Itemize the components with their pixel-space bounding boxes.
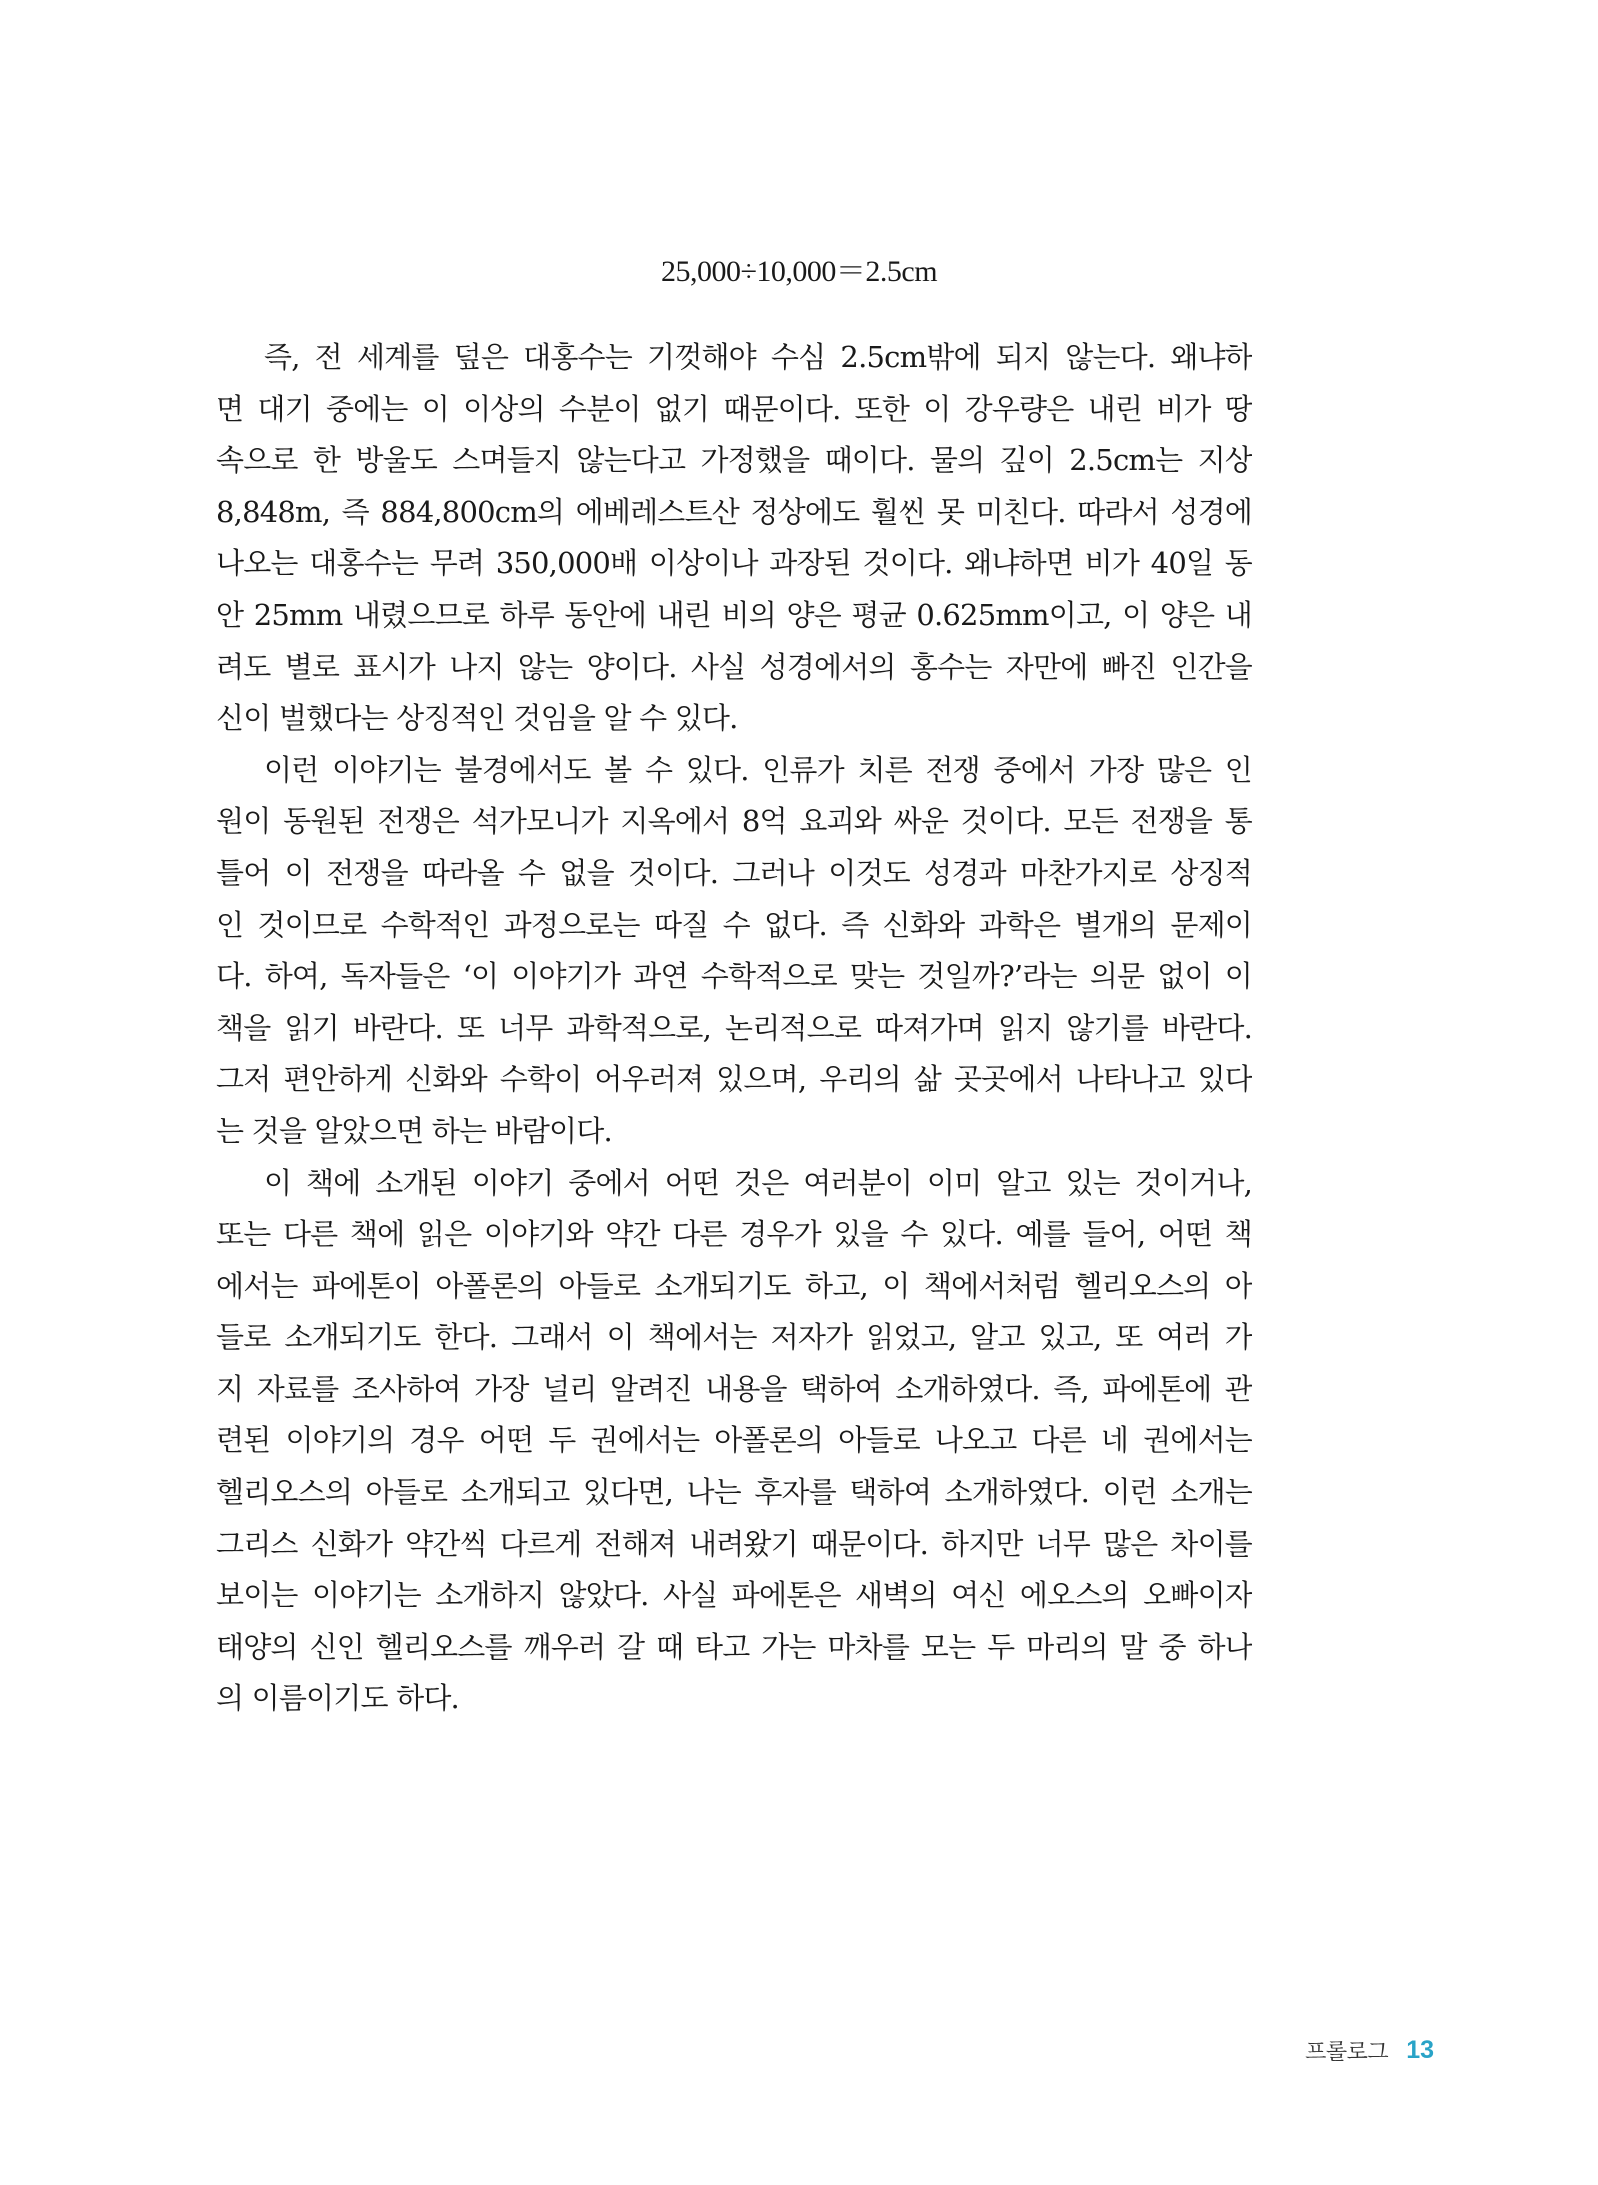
paragraph-2-line-1: 이런 이야기는 불경에서도 볼 수 있다. 인류가 치른 전쟁 중에서 가장 많은 인: [264, 752, 1252, 787]
paragraph-3-line-1: 이 책에 소개된 이야기 중에서 어떤 것은 여러분이 이미 알고 있는 것이거나,: [264, 1165, 1252, 1200]
paragraph-3-line-4: 들로 소개되기도 한다. 그래서 이 책에서는 저자가 읽었고, 알고 있고, 또 여러 가: [216, 1320, 1252, 1355]
paragraph-3-line-6: 련된 이야기의 경우 어떤 두 권에서는 아폴론의 아들로 나오고 다른 네 권에서는: [216, 1423, 1252, 1458]
body-text: [216, 332, 1252, 1725]
paragraph-3-line-8: 그리스 신화가 약간씩 다르게 전해져 내려왔기 때문이다. 하지만 너무 많은 차이를: [216, 1526, 1252, 1561]
paragraph-3-line-9: 보이는 이야기는 소개하지 않았다. 사실 파에톤은 새벽의 여신 에오스의 오빠이자: [216, 1578, 1252, 1613]
paragraph-2-line-5: 다. 하여, 독자들은 ‘이 이야기가 과연 수학적으로 맞는 것일까?’라는 의문 없이 이: [216, 959, 1252, 994]
paragraph-1-line-3: 속으로 한 방울도 스며들지 않는다고 가정했을 때이다. 물의 깊이 2.5cm는 지상: [216, 443, 1252, 478]
paragraph-2-line-8: 는 것을 알았으면 하는 바람이다.: [216, 1113, 612, 1148]
paragraph-3-line-2: 또는 다른 책에 읽은 이야기와 약간 다른 경우가 있을 수 있다. 예를 들어, 어떤 책: [216, 1217, 1252, 1252]
paragraph-1-line-7: 려도 별로 표시가 나지 않는 양이다. 사실 성경에서의 홍수는 자만에 빠진 인간을: [216, 649, 1252, 684]
paragraph-3-line-11: 의 이름이기도 하다.: [216, 1681, 459, 1716]
paragraph-3-line-7: 헬리오스의 아들로 소개되고 있다면, 나는 후자를 택하여 소개하였다. 이런 소개는: [216, 1475, 1252, 1510]
paragraph-1-line-1: 즉, 전 세계를 덮은 대홍수는 기껏해야 수심 2.5cm밖에 되지 않는다. 왜냐하: [264, 340, 1252, 374]
paragraph-2-line-6: 책을 읽기 바란다. 또 너무 과학적으로, 논리적으로 따져가며 읽지 않기를 바란다.: [216, 1010, 1252, 1045]
paragraph-2-line-3: 틀어 이 전쟁을 따라올 수 없을 것이다. 그러나 이것도 성경과 마찬가지로 상징적: [216, 855, 1252, 890]
paragraph-1-line-8: 신이 벌했다는 상징적인 것임을 알 수 있다.: [216, 701, 738, 736]
paragraph-2-line-4: 인 것이므로 수학적인 과정으로는 따질 수 없다. 즉 신화와 과학은 별개의 문제이: [216, 907, 1252, 942]
section-title: 프롤로그: [1305, 2039, 1389, 2065]
paragraph-1-line-2: 면 대기 중에는 이 이상의 수분이 없기 때문이다. 또한 이 강우량은 내린 비가 땅: [216, 391, 1252, 426]
paragraph-1-line-4: 8,848m, 즉 884,800cm의 에베레스트산 정상에도 훨씬 못 미친다. 따라서 성경에: [216, 494, 1252, 529]
paragraph-3-line-10: 태양의 신인 헬리오스를 깨우러 갈 때 타고 가는 마차를 모는 두 마리의 말 중 하나: [216, 1629, 1252, 1664]
equation: 25,000÷10,000＝2.5cm: [660, 255, 938, 288]
page-number: 13: [1406, 2035, 1434, 2064]
paragraph-2-line-2: 원이 동원된 전쟁은 석가모니가 지옥에서 8억 요괴와 싸운 것이다. 모든 전쟁을 통: [216, 804, 1252, 839]
paragraph-1-line-6: 안 25mm 내렸으므로 하루 동안에 내린 비의 양은 평균 0.625mm이고, 이 양은 내: [216, 597, 1252, 632]
paragraph-3-line-3: 에서는 파에톤이 아폴론의 아들로 소개되기도 하고, 이 책에서처럼 헬리오스의 아: [216, 1268, 1252, 1303]
paragraph-2-line-7: 그저 편안하게 신화와 수학이 어우러져 있으며, 우리의 삶 곳곳에서 나타나고 있다: [216, 1062, 1252, 1097]
page-footer: [1305, 2030, 1434, 2070]
paragraph-3-line-5: 지 자료를 조사하여 가장 널리 알려진 내용을 택하여 소개하였다. 즉, 파에톤에 관: [216, 1371, 1252, 1406]
paragraph-1-line-5: 나오는 대홍수는 무려 350,000배 이상이나 과장된 것이다. 왜냐하면 비가 40일 동: [216, 546, 1252, 581]
